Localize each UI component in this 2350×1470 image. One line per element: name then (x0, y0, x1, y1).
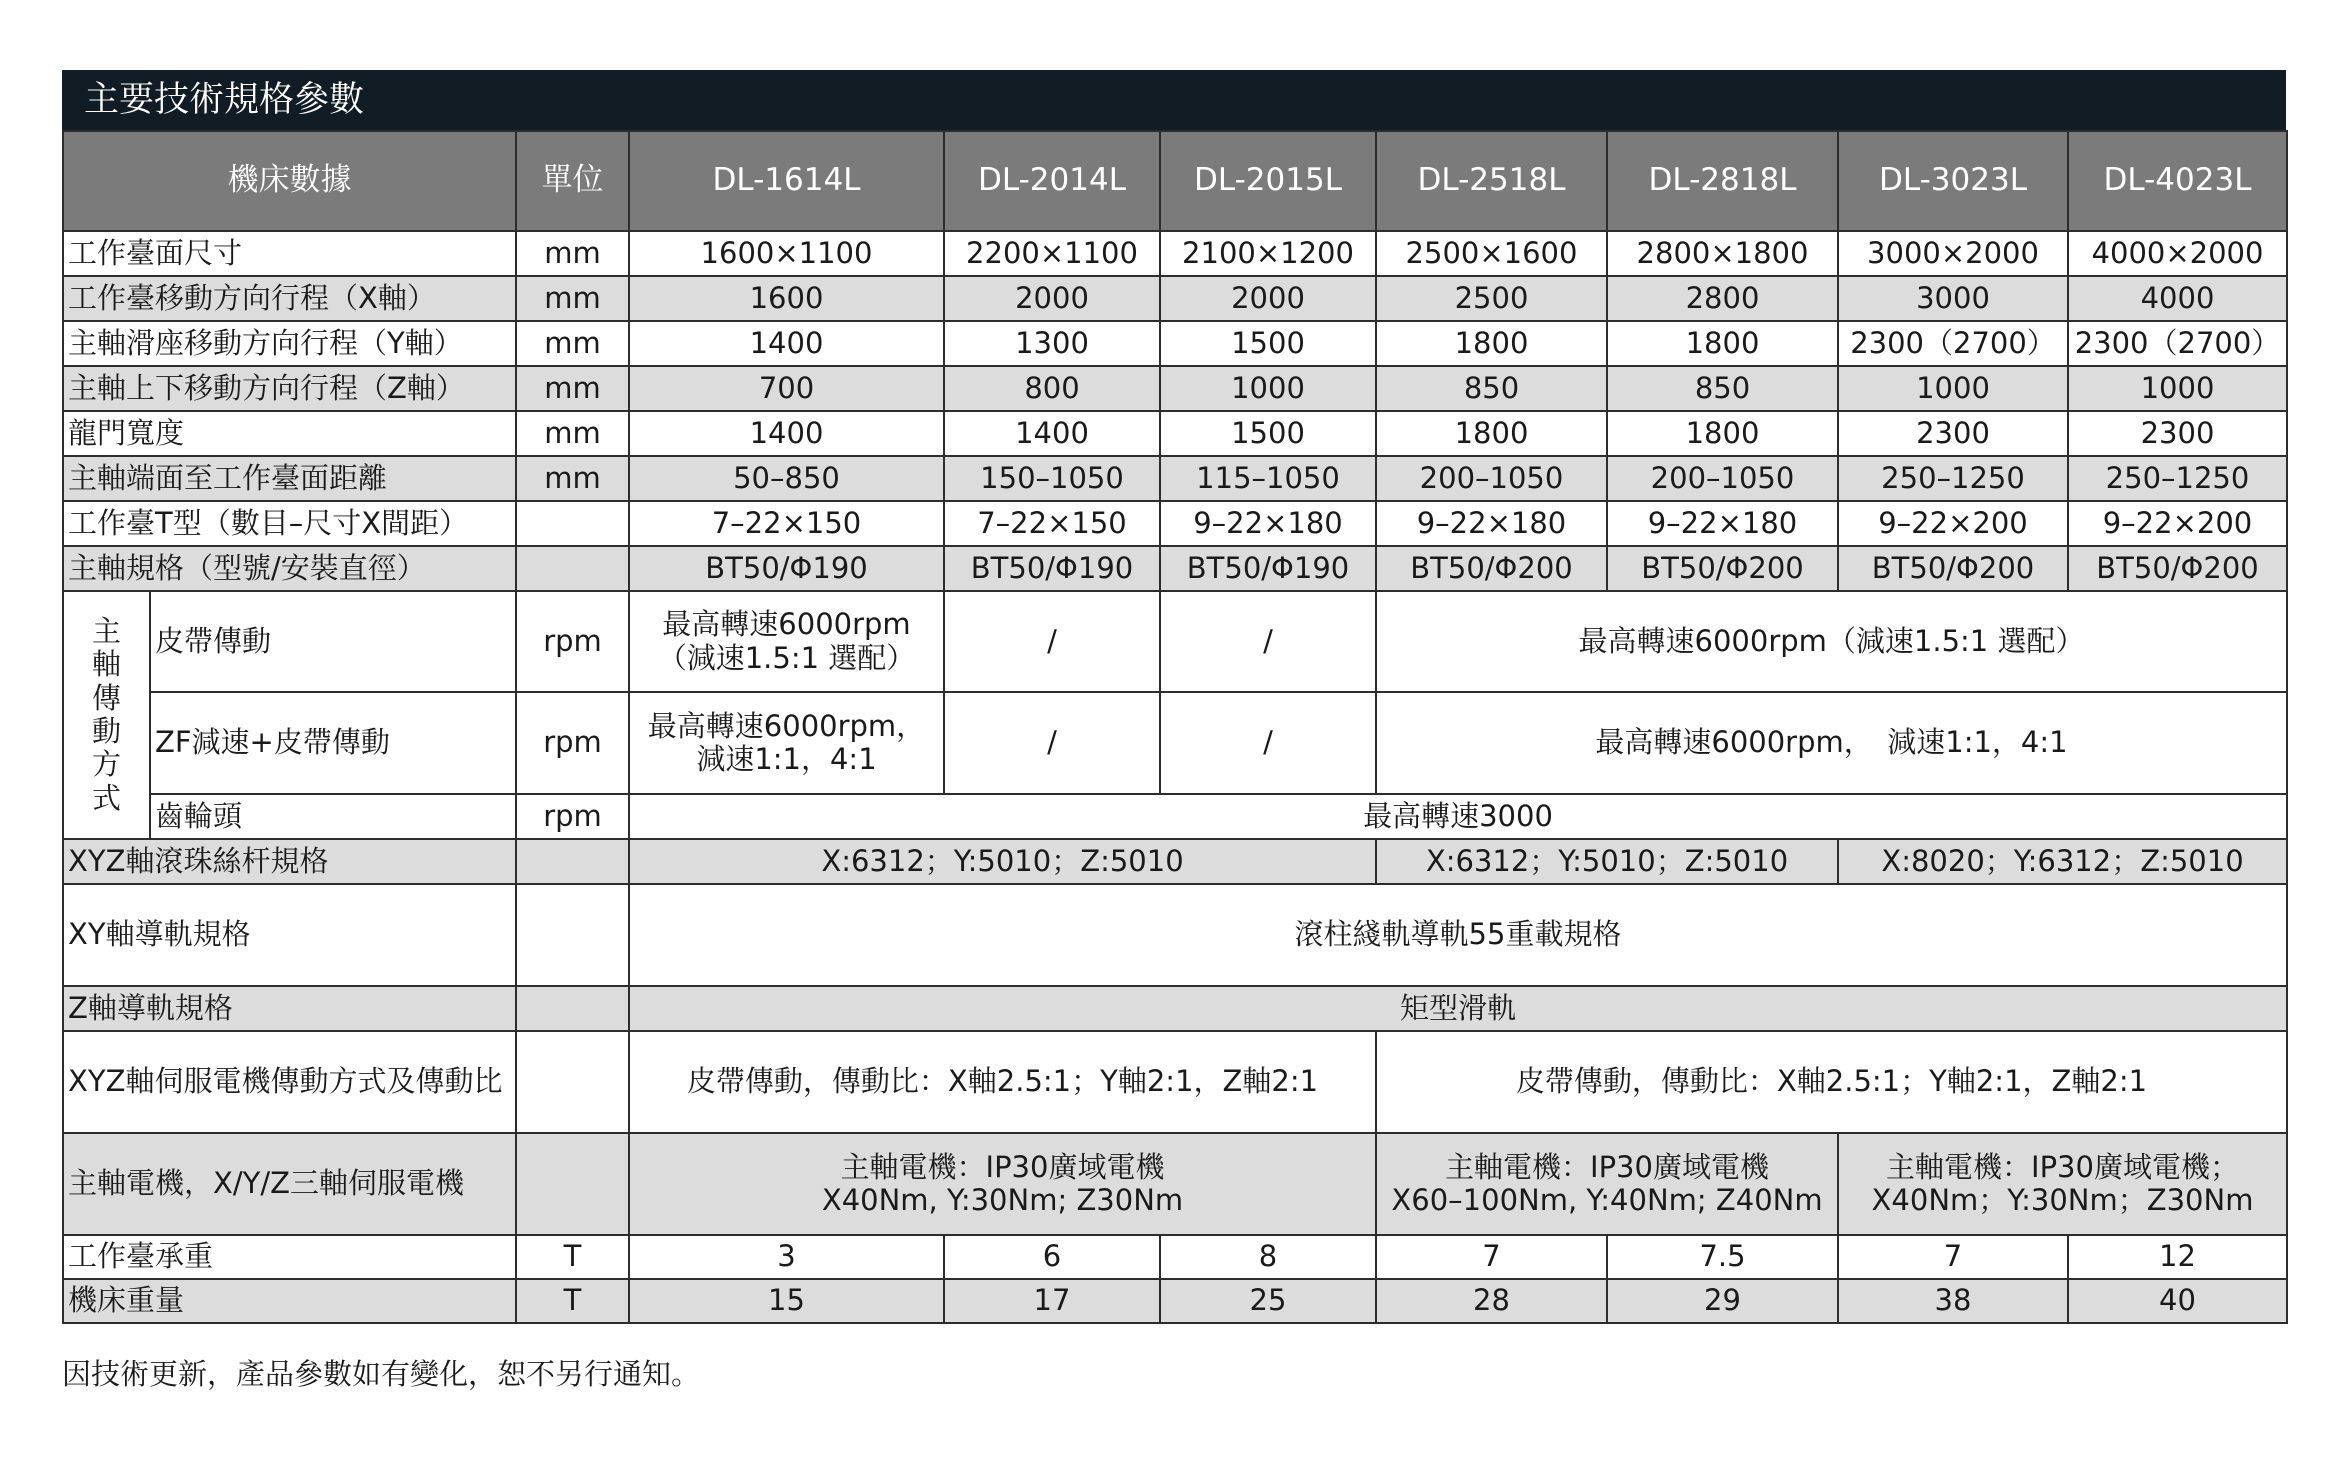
row-unit (516, 884, 629, 986)
cell: 25 (1160, 1279, 1376, 1323)
row-servo-drive (63, 1031, 2287, 1133)
cell: / (1160, 591, 1376, 692)
drive-group-char: 式 (91, 780, 121, 815)
cell: 2300 (1838, 411, 2068, 456)
cell (629, 1133, 1376, 1235)
cell: 50–850 (629, 456, 944, 501)
row-unit: rpm (516, 794, 629, 839)
cell: 200–1050 (1607, 456, 1838, 501)
cell: BT50/Φ200 (1607, 546, 1838, 591)
cell: 1400 (629, 411, 944, 456)
cell: 1800 (1607, 321, 1838, 366)
cell: 800 (944, 366, 1160, 411)
cell: 2200×1100 (944, 231, 1160, 276)
cell: 1000 (2068, 366, 2287, 411)
page-title: 主要技術規格參數 (62, 70, 2286, 130)
cell-line: 主軸電機：IP30廣域電機 (840, 1149, 1165, 1184)
row-table-size (63, 231, 2287, 276)
cell-line: X40Nm, Y:30Nm; Z30Nm (821, 1183, 1184, 1217)
cell: 2000 (1160, 276, 1376, 321)
cell: 700 (629, 366, 944, 411)
cell: 最高轉速6000rpm， 減速1:1，4:1 (1376, 692, 2287, 794)
cell: BT50/Φ190 (944, 546, 1160, 591)
row-label: 主軸上下移動方向行程（Z軸） (63, 366, 516, 411)
row-label: 齒輪頭 (150, 794, 516, 839)
header-label: 機床數據 (63, 131, 516, 231)
cell: 3000 (1838, 276, 2068, 321)
row-unit (516, 1031, 629, 1133)
drive-group-char: 軸 (91, 647, 121, 682)
header-model: DL-2014L (944, 131, 1160, 231)
row-unit (516, 839, 629, 884)
cell: 7–22×150 (629, 501, 944, 546)
drive-group-char: 主 (91, 613, 121, 648)
row-unit: mm (516, 321, 629, 366)
cell: 9–22×180 (1376, 501, 1607, 546)
row-unit (516, 986, 629, 1031)
cell (629, 591, 944, 692)
cell: 4000 (2068, 276, 2287, 321)
row-unit: mm (516, 456, 629, 501)
cell-line: 最高轉速6000rpm， (647, 708, 926, 743)
cell: 1300 (944, 321, 1160, 366)
cell: 28 (1376, 1279, 1607, 1323)
cell: 2100×1200 (1160, 231, 1376, 276)
spec-table (62, 130, 2288, 1324)
cell: / (944, 692, 1160, 794)
cell: 850 (1607, 366, 1838, 411)
cell: 2800×1800 (1607, 231, 1838, 276)
cell: 250–1250 (2068, 456, 2287, 501)
cell: BT50/Φ200 (1376, 546, 1607, 591)
drive-group-char: 傳 (91, 680, 121, 715)
cell: 2500 (1376, 276, 1607, 321)
cell: 皮帶傳動，傳動比：X軸2.5:1；Y軸2:1，Z軸2:1 (629, 1031, 1376, 1133)
cell (1838, 1133, 2287, 1235)
cell: 12 (2068, 1235, 2287, 1279)
drive-group-char: 動 (91, 714, 121, 748)
cell: 9–22×200 (2068, 501, 2287, 546)
cell: 1800 (1376, 411, 1607, 456)
row-label: 工作臺移動方向行程（X軸） (63, 276, 516, 321)
cell: 7.5 (1607, 1235, 1838, 1279)
cell: 2300 (2068, 411, 2287, 456)
header-row (63, 131, 2287, 231)
cell: BT50/Φ200 (2068, 546, 2287, 591)
cell (1376, 1133, 1838, 1235)
cell: 9–22×180 (1607, 501, 1838, 546)
cell: 8 (1160, 1235, 1376, 1279)
cell: 3 (629, 1235, 944, 1279)
row-label: 主軸電機，X/Y/Z三軸伺服電機 (63, 1133, 516, 1235)
cell: 1400 (944, 411, 1160, 456)
cell: 250–1250 (1838, 456, 2068, 501)
cell: 1800 (1376, 321, 1607, 366)
row-zf-drive (63, 692, 2287, 794)
cell: 7 (1838, 1235, 2068, 1279)
cell-line: 最高轉速6000rpm (662, 607, 911, 642)
cell: / (944, 591, 1160, 692)
cell-line: 主軸電機：IP30廣域電機； (1886, 1149, 2239, 1184)
row-unit: rpm (516, 692, 629, 794)
cell: 1000 (1160, 366, 1376, 411)
cell: 3000×2000 (1838, 231, 2068, 276)
row-xy-guide (63, 884, 2287, 986)
row-unit: rpm (516, 591, 629, 692)
cell-line: 主軸電機：IP30廣域電機 (1445, 1149, 1769, 1184)
header-model: DL-4023L (2068, 131, 2287, 231)
row-gantry-width (63, 411, 2287, 456)
header-model: DL-3023L (1838, 131, 2068, 231)
row-label: 龍門寬度 (63, 411, 516, 456)
row-unit (516, 546, 629, 591)
header-model: DL-1614L (629, 131, 944, 231)
cell: 38 (1838, 1279, 2068, 1323)
cell: / (1160, 692, 1376, 794)
row-z-guide (63, 986, 2287, 1031)
cell: 最高轉速6000rpm（減速1.5:1 選配） (1376, 591, 2287, 692)
cell: 850 (1376, 366, 1607, 411)
cell: 150–1050 (944, 456, 1160, 501)
cell: 40 (2068, 1279, 2287, 1323)
cell: 1500 (1160, 411, 1376, 456)
row-y-travel (63, 321, 2287, 366)
cell: BT50/Φ190 (629, 546, 944, 591)
row-label: Z軸導軌規格 (63, 986, 516, 1031)
row-spindle-spec (63, 546, 2287, 591)
cell: 29 (1607, 1279, 1838, 1323)
row-unit (516, 1133, 629, 1235)
cell: 4000×2000 (2068, 231, 2287, 276)
row-belt-drive (63, 591, 2287, 692)
row-unit (516, 501, 629, 546)
row-motors (63, 1133, 2287, 1235)
row-label: 主軸端面至工作臺面距離 (63, 456, 516, 501)
header-model: DL-2818L (1607, 131, 1838, 231)
cell: 2300（2700） (1838, 321, 2068, 366)
cell: BT50/Φ190 (1160, 546, 1376, 591)
row-unit: mm (516, 366, 629, 411)
row-label: 皮帶傳動 (150, 591, 516, 692)
cell-line: 減速1:1，4:1 (696, 742, 877, 776)
row-unit: mm (516, 411, 629, 456)
cell: X:8020；Y:6312；Z:5010 (1838, 839, 2287, 884)
row-gear-head (63, 794, 2287, 839)
cell: 1600×1100 (629, 231, 944, 276)
footnote: 因技術更新，產品參數如有變化，恕不另行通知。 (62, 1357, 701, 1391)
cell: 1600 (629, 276, 944, 321)
cell: 6 (944, 1235, 1160, 1279)
row-machine-weight (63, 1279, 2287, 1323)
cell: 最高轉速3000 (629, 794, 2287, 839)
row-unit: T (516, 1279, 629, 1323)
cell-line: X40Nm；Y:30Nm；Z30Nm (1871, 1183, 2254, 1217)
cell-line: X60–100Nm, Y:40Nm; Z40Nm (1391, 1183, 1823, 1217)
drive-group-label (63, 591, 150, 839)
header-model: DL-2015L (1160, 131, 1376, 231)
row-z-travel (63, 366, 2287, 411)
cell: 2500×1600 (1376, 231, 1607, 276)
cell: 矩型滑軌 (629, 986, 2287, 1031)
row-t-slot (63, 501, 2287, 546)
cell: 17 (944, 1279, 1160, 1323)
cell: 200–1050 (1376, 456, 1607, 501)
cell: 1500 (1160, 321, 1376, 366)
cell: 15 (629, 1279, 944, 1323)
cell: 2000 (944, 276, 1160, 321)
cell-line: （減速1.5:1 選配） (657, 640, 916, 675)
cell: X:6312；Y:5010；Z:5010 (1376, 839, 1838, 884)
row-label: ZF減速+皮帶傳動 (150, 692, 516, 794)
cell: 2800 (1607, 276, 1838, 321)
cell: 7–22×150 (944, 501, 1160, 546)
drive-group-char: 方 (91, 747, 121, 782)
cell: 2300（2700） (2068, 321, 2287, 366)
row-x-travel (63, 276, 2287, 321)
row-table-load (63, 1235, 2287, 1279)
cell: 皮帶傳動，傳動比：X軸2.5:1；Y軸2:1，Z軸2:1 (1376, 1031, 2287, 1133)
row-label: XY軸導軌規格 (63, 884, 516, 986)
cell: X:6312；Y:5010；Z:5010 (629, 839, 1376, 884)
row-label: 工作臺T型（數目–尺寸X間距） (63, 501, 516, 546)
cell: 滾柱綫軌導軌55重載規格 (629, 884, 2287, 986)
cell: 1400 (629, 321, 944, 366)
header-model: DL-2518L (1376, 131, 1607, 231)
cell: 9–22×200 (1838, 501, 2068, 546)
row-label: XYZ軸滾珠絲杆規格 (63, 839, 516, 884)
cell: 9–22×180 (1160, 501, 1376, 546)
row-label: 機床重量 (63, 1279, 516, 1323)
header-unit: 單位 (516, 131, 629, 231)
row-unit: mm (516, 276, 629, 321)
cell: BT50/Φ200 (1838, 546, 2068, 591)
row-label: 主軸滑座移動方向行程（Y軸） (63, 321, 516, 366)
row-label: 主軸規格（型號/安裝直徑） (63, 546, 516, 591)
row-unit: mm (516, 231, 629, 276)
row-spindle-distance (63, 456, 2287, 501)
cell: 1000 (1838, 366, 2068, 411)
row-unit: T (516, 1235, 629, 1279)
cell: 7 (1376, 1235, 1607, 1279)
row-label: XYZ軸伺服電機傳動方式及傳動比 (63, 1031, 516, 1133)
row-label: 工作臺承重 (63, 1235, 516, 1279)
cell: 1800 (1607, 411, 1838, 456)
row-label: 工作臺面尺寸 (63, 231, 516, 276)
cell: 115–1050 (1160, 456, 1376, 501)
row-ballscrew (63, 839, 2287, 884)
cell (629, 692, 944, 794)
